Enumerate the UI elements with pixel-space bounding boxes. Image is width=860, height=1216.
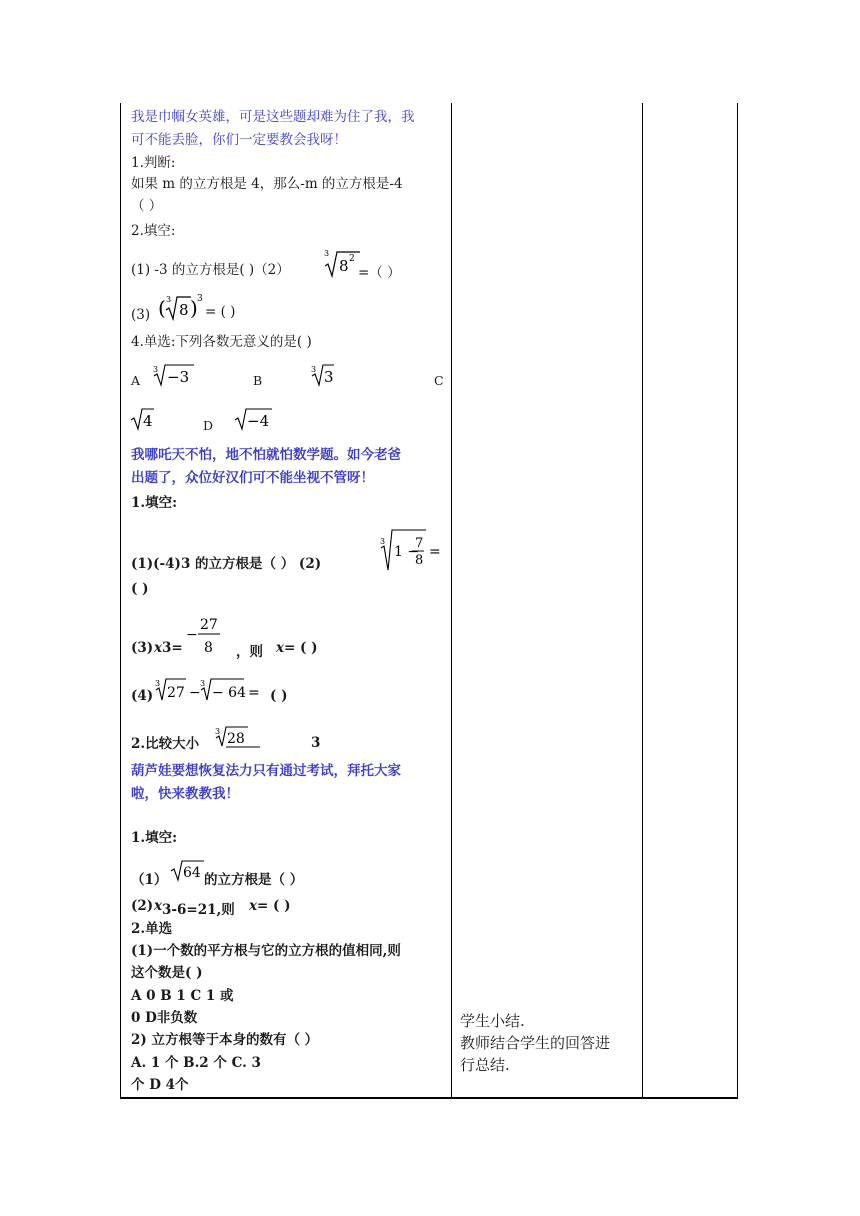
cbrt-27-minus-cbrt-minus-64 — [154, 676, 266, 704]
fraction-num-7: 7 — [415, 536, 424, 551]
section3-p21-opts1: A 0 B 1 C 1 或 — [131, 988, 234, 1004]
sqrt-4 — [130, 406, 156, 432]
section3-p21-line2: 这个数是( ) — [131, 965, 203, 981]
section2-p3-x: x — [154, 640, 163, 656]
option-c-label: C — [434, 373, 444, 388]
cube-index: 3 — [311, 365, 317, 374]
section2-q1-title: 1.填空: — [131, 495, 178, 511]
section1-q2-part3-label: (3) — [131, 307, 151, 323]
svg-text:): ) — [190, 296, 198, 320]
radicand-3: 3 — [324, 368, 334, 386]
radicand-8: 8 — [179, 301, 189, 319]
radicand-minus-64: − 64 — [212, 685, 246, 701]
section3-p21-line1: (1)一个数的平方根与它的立方根的值相同,则 — [131, 943, 401, 959]
section1-intro-line1: 我是巾帼女英雄，可是这些题却难为住了我，我 — [131, 109, 415, 125]
section2-p3-label: (3) — [131, 640, 154, 656]
cbrt-28-blank — [214, 724, 264, 750]
equals-sign: = — [429, 544, 441, 560]
sqrt-64 — [170, 858, 206, 884]
section3-p21-opts2: 0 D非负数 — [131, 1010, 198, 1026]
option-d-label: D — [203, 418, 214, 433]
cube-index: 3 — [324, 249, 330, 258]
minus-sign: − — [189, 685, 201, 701]
section1-q2-title: 2.填空: — [131, 223, 176, 239]
radicand-8: 8 — [339, 257, 349, 275]
section2-q2-title: 2.比较大小 — [131, 736, 200, 752]
section2-intro-line2: 出题了，众位好汉们可不能坐视不管呀！ — [131, 470, 374, 486]
radicand-minus-3: −3 — [167, 368, 190, 386]
cube-index: 3 — [380, 537, 386, 546]
exponent-3: 3 — [197, 294, 203, 304]
section1-q1-text: 如果 m 的立方根是 4，那么-m 的立方根是-4 — [131, 176, 403, 192]
section1-intro-line2: 可不能丢脸，你们一定要教会我呀！ — [131, 132, 347, 148]
section3-intro-line1: 葫芦娃要想恢复法力只有通过考试，拜托大家 — [131, 763, 401, 779]
radicand-64: 64 — [183, 865, 201, 881]
section2-intro-line1: 我哪吒天不怕，地不怕就怕数学题。如今老爸 — [131, 447, 401, 463]
table-border-bottom — [120, 1097, 738, 1099]
fraction-num: 27 — [200, 617, 218, 633]
one-minus: 1 − — [394, 544, 420, 560]
section3-p2-a: (2) — [131, 898, 154, 914]
cbrt-3 — [310, 362, 336, 388]
section2-p4-label: (4) — [131, 688, 154, 704]
summary-line1: 学生小结. — [460, 1012, 525, 1030]
table-border-right — [737, 103, 738, 1098]
radicand-27: 27 — [167, 685, 185, 701]
section2-p1: (1)(-4)3 的立方根是（ ） (2) — [131, 556, 322, 572]
section3-p22-line3: 个 D 4个 — [131, 1077, 189, 1093]
section1-q2-part1: (1) -3 的立方根是( )（2） — [131, 262, 290, 278]
section2-p3-x2: x — [276, 640, 285, 656]
section2-p3-then: ，则 — [236, 644, 263, 660]
table-border-col2 — [642, 103, 643, 1098]
section2-p3-eq1: 3= — [162, 640, 183, 656]
section3-q1-title: 1.填空: — [131, 830, 178, 846]
section1-q4-title: 4.单选:下列各数无意义的是( ) — [131, 334, 312, 350]
cube-index: 3 — [153, 365, 159, 374]
section1-q1-paren: （ ） — [131, 198, 163, 214]
section1-q2-part1-eq: =（ ） — [358, 265, 401, 281]
section3-p2-b: 3-6=21,则 — [162, 902, 235, 918]
cube-index: 3 — [166, 295, 172, 304]
minus-sign: − — [186, 627, 198, 643]
cube-index: 3 — [200, 679, 206, 688]
summary-line3: 行总结. — [460, 1056, 510, 1074]
cbrt-1-minus-7-8 — [378, 526, 442, 572]
fraction-den: 8 — [204, 640, 213, 656]
section2-p3-eq2: = ( ) — [284, 640, 318, 656]
section1-q2-part3-eq: = ( ) — [205, 304, 236, 320]
section3-q2-title: 2.单选 — [131, 921, 173, 937]
fraction-den-8: 8 — [415, 553, 424, 568]
cbrt-minus-3 — [152, 362, 196, 388]
option-b-label: B — [253, 373, 263, 388]
section3-p2-x2: x — [249, 898, 258, 914]
sqrt-minus-4 — [234, 406, 274, 432]
section3-p22-line2: A. 1 个 B.2 个 C. 3 — [131, 1055, 261, 1071]
section3-p1-label: （1） — [131, 872, 168, 888]
table-border-left — [120, 103, 121, 1098]
section3-p1-text: 的立方根是（ ） — [204, 872, 304, 888]
fraction-minus-27-8 — [184, 612, 224, 658]
section2-q2-value: 3 — [311, 735, 321, 751]
option-a-label: A — [131, 373, 141, 388]
section2-p1-paren: ( ) — [131, 581, 149, 597]
radicand-4: 4 — [143, 412, 153, 430]
equals-sign: = — [248, 685, 260, 701]
section3-intro-line2: 啦，快来教教我！ — [131, 786, 239, 802]
section1-q1-title: 1.判断: — [131, 155, 176, 171]
radicand-28: 28 — [227, 731, 245, 747]
radicand-minus-4: −4 — [247, 412, 270, 430]
cbrt-8-squared — [322, 246, 362, 278]
svg-text:(: ( — [158, 296, 166, 320]
section3-p2-x: x — [154, 898, 163, 914]
table-border-col1 — [451, 103, 452, 1098]
cbrt-8-cubed — [158, 290, 204, 324]
summary-line2: 教师结合学生的回答进 — [460, 1034, 611, 1052]
cube-index: 3 — [215, 727, 221, 736]
section3-p2-c: = ( ) — [257, 898, 291, 914]
section3-p22-line1: 2) 立方根等于本身的数有（ ） — [131, 1032, 319, 1048]
cube-index: 3 — [155, 679, 161, 688]
section2-p4-paren: ( ) — [270, 688, 288, 704]
exponent-2: 2 — [349, 254, 355, 264]
